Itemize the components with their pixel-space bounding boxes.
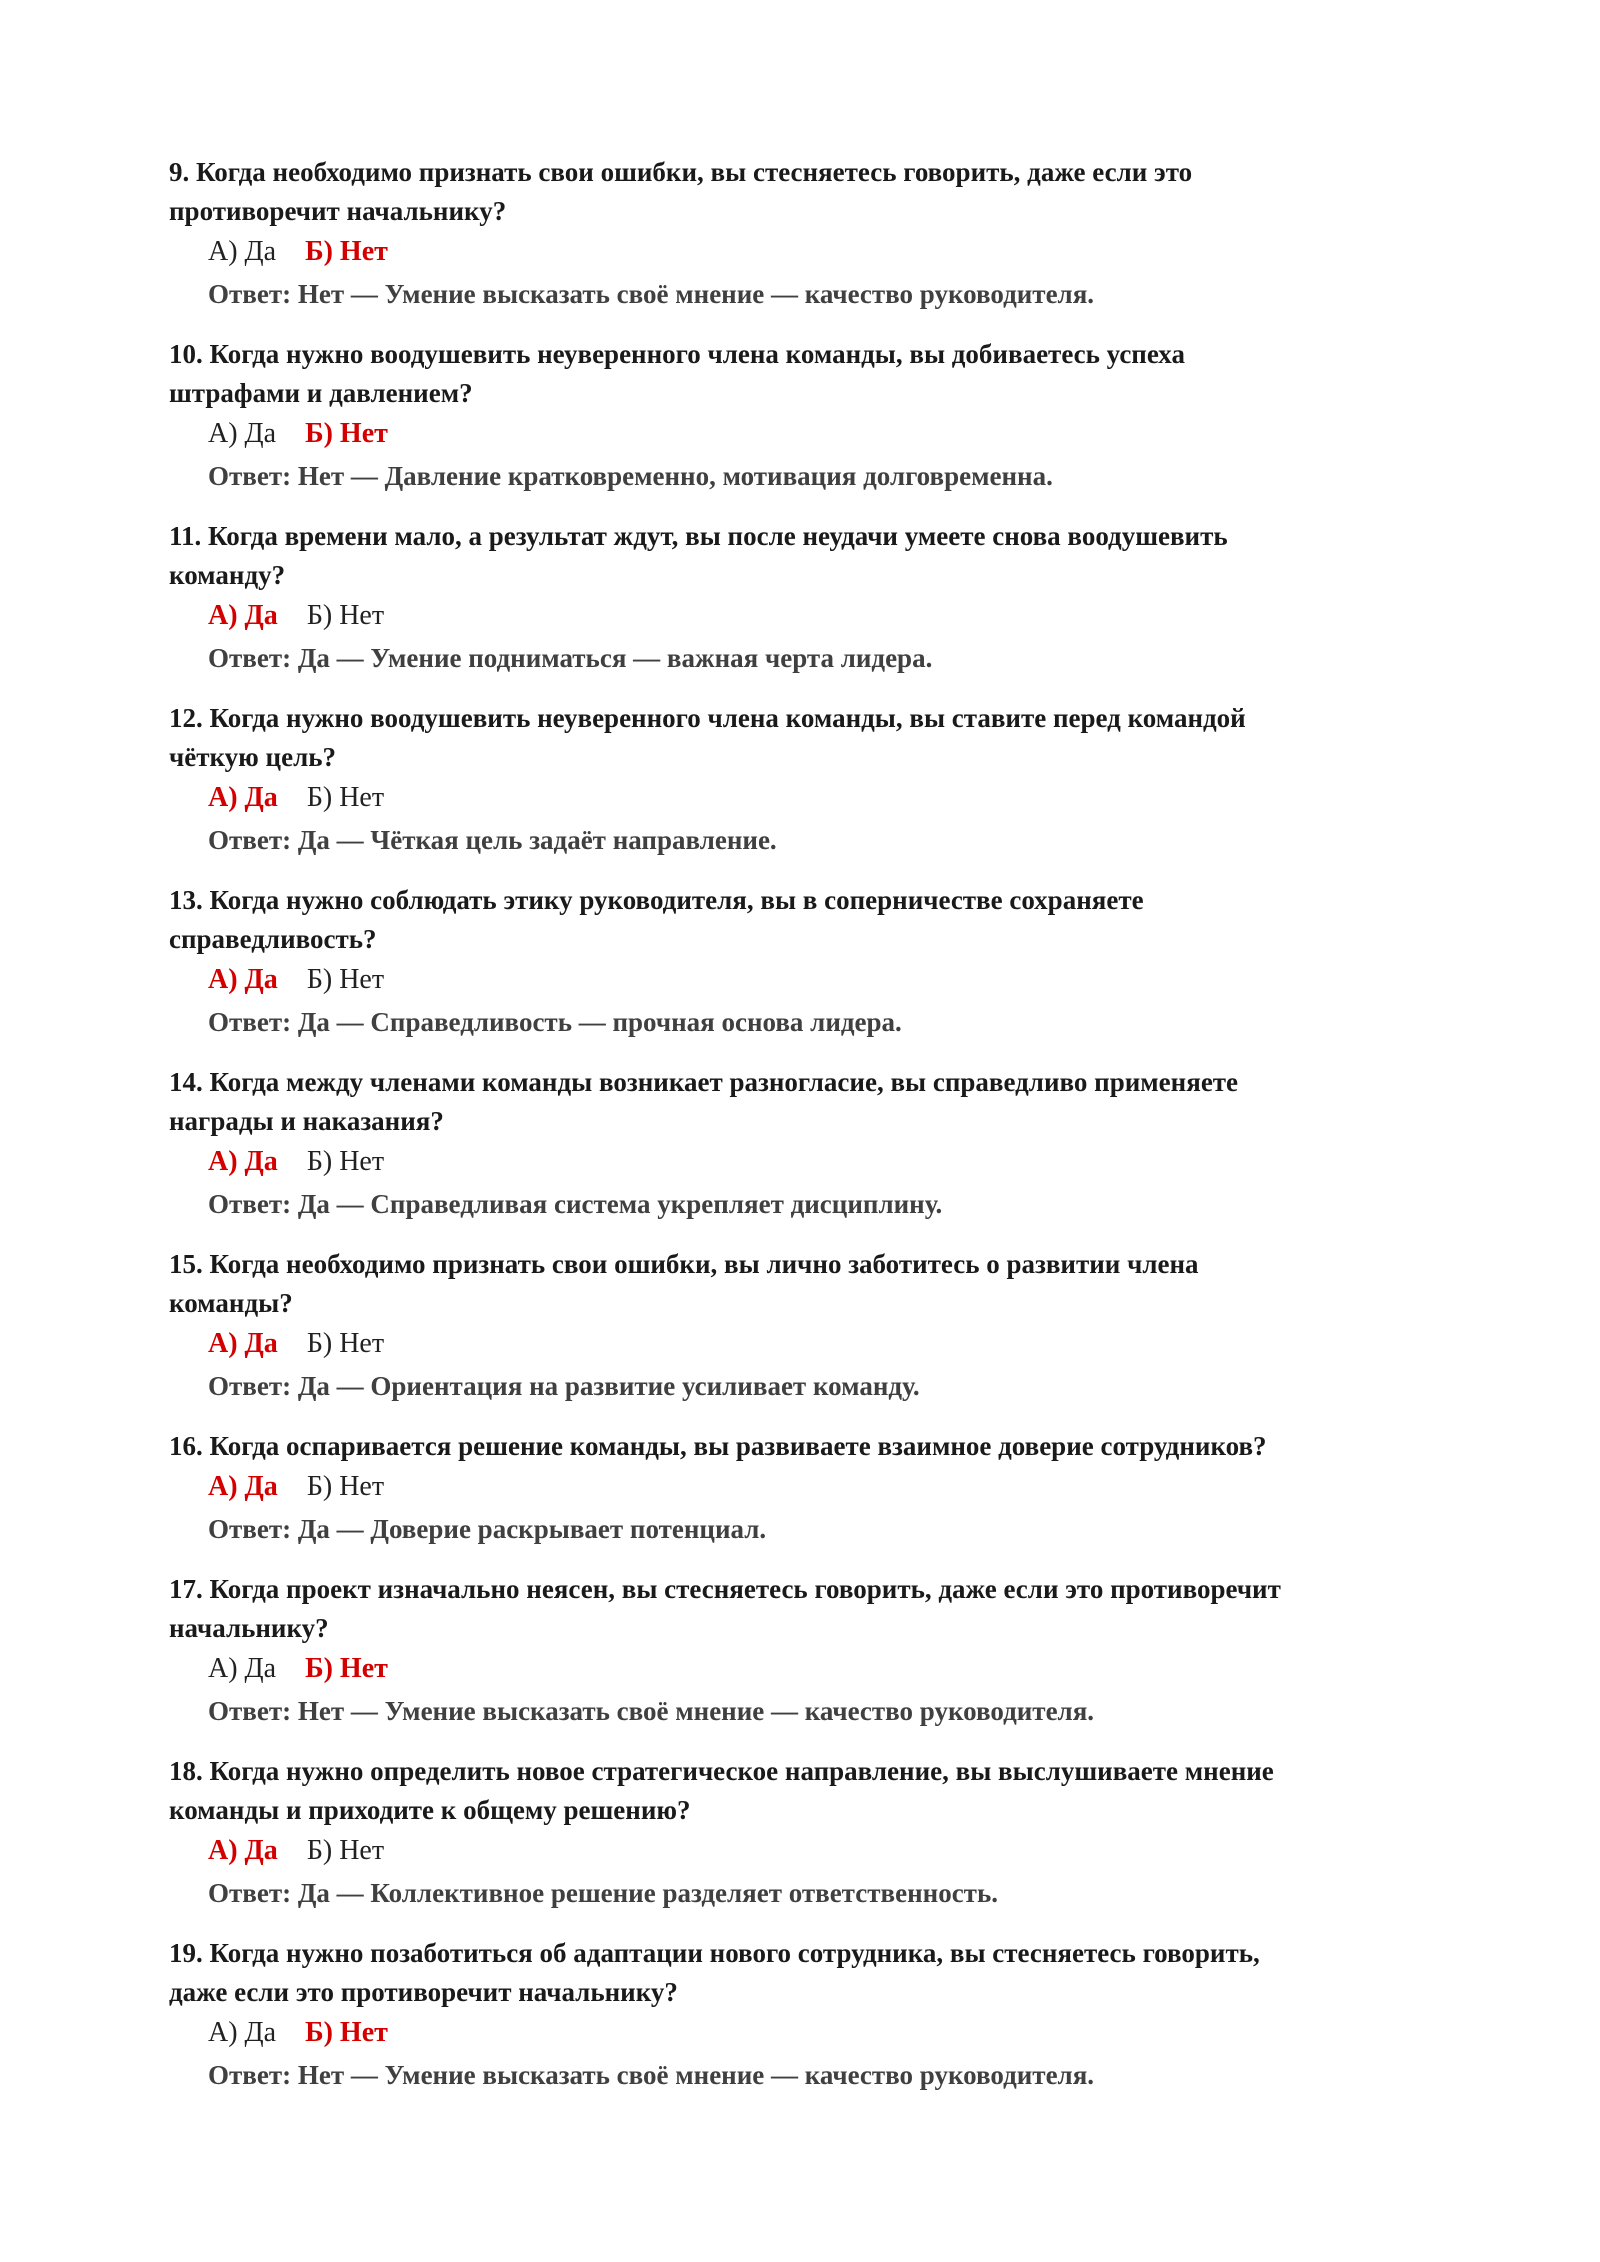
answer-explanation: Ответ: Да — Ориентация на развитие усиливает команду. xyxy=(208,1371,920,1401)
question-line: 15. Когда необходимо признать свои ошибки, вы лично заботитесь о развитии члена xyxy=(169,1249,1199,1279)
question-text xyxy=(169,1570,1429,1648)
question-line: штрафами и давлением? xyxy=(169,378,473,408)
question-line: команду? xyxy=(169,560,286,590)
question-item-12 xyxy=(169,699,1429,861)
option-a: А) Да xyxy=(208,1653,277,1684)
answer-options xyxy=(208,777,1429,819)
question-text xyxy=(169,699,1429,777)
question-line: 18. Когда нужно определить новое стратегическое направление, вы выслушиваете мнение xyxy=(169,1756,1274,1786)
question-item-17 xyxy=(169,1570,1429,1732)
question-item-9 xyxy=(169,153,1429,315)
question-line: 11. Когда времени мало, а результат ждут, вы после неудачи умеете снова воодушевить xyxy=(169,521,1228,551)
option-a: А) Да xyxy=(208,236,277,267)
question-line: 17. Когда проект изначально неясен, вы стесняетесь говорить, даже если это противоречит xyxy=(169,1574,1281,1604)
question-item-10 xyxy=(169,335,1429,497)
answer-options xyxy=(208,1830,1429,1872)
question-item-14 xyxy=(169,1063,1429,1225)
answer-explanation: Ответ: Нет — Умение высказать своё мнение — качество руководителя. xyxy=(208,2060,1095,2090)
question-line: 13. Когда нужно соблюдать этику руководителя, вы в соперничестве сохраняете xyxy=(169,885,1144,915)
option-b: Б) Нет xyxy=(306,600,385,631)
question-text xyxy=(169,335,1429,413)
question-text xyxy=(169,517,1429,595)
answer-explanation: Ответ: Да — Умение подниматься — важная черта лидера. xyxy=(208,643,933,673)
question-text xyxy=(169,1427,1429,1466)
question-text xyxy=(169,881,1429,959)
question-line: противоречит начальнику? xyxy=(169,196,507,226)
answer-options xyxy=(208,1141,1429,1183)
option-b: Б) Нет xyxy=(305,2017,388,2048)
option-b: Б) Нет xyxy=(306,1835,385,1866)
answer-explanation: Ответ: Да — Справедливость — прочная основа лидера. xyxy=(208,1007,902,1037)
question-line: 19. Когда нужно позаботиться об адаптации нового сотрудника, вы стесняетесь говорить, xyxy=(169,1938,1260,1968)
option-a: А) Да xyxy=(208,1328,278,1359)
question-text xyxy=(169,1752,1429,1830)
question-text xyxy=(169,1245,1429,1323)
option-a: А) Да xyxy=(208,1835,278,1866)
question-line: команды и приходите к общему решению? xyxy=(169,1795,691,1825)
answer-options xyxy=(208,1323,1429,1365)
answer-options xyxy=(208,1466,1429,1508)
answer-explanation: Ответ: Да — Чёткая цель задаёт направление. xyxy=(208,825,777,855)
question-line: справедливость? xyxy=(169,924,377,954)
option-b: Б) Нет xyxy=(306,1328,385,1359)
question-item-18 xyxy=(169,1752,1429,1914)
option-b: Б) Нет xyxy=(306,1146,385,1177)
answer-options xyxy=(208,413,1429,455)
question-line: даже если это противоречит начальнику? xyxy=(169,1977,678,2007)
option-a: А) Да xyxy=(208,600,278,631)
option-a: А) Да xyxy=(208,964,278,995)
question-text xyxy=(169,153,1429,231)
question-item-16 xyxy=(169,1427,1429,1550)
question-line: 12. Когда нужно воодушевить неуверенного члена команды, вы ставите перед командой xyxy=(169,703,1246,733)
question-item-13 xyxy=(169,881,1429,1043)
answer-options xyxy=(208,231,1429,273)
answer-options xyxy=(208,959,1429,1001)
question-item-15 xyxy=(169,1245,1429,1407)
option-b: Б) Нет xyxy=(305,236,388,267)
option-a: А) Да xyxy=(208,2017,277,2048)
question-text xyxy=(169,1063,1429,1141)
question-text xyxy=(169,1934,1429,2012)
question-line: 9. Когда необходимо признать свои ошибки, вы стесняетесь говорить, даже если это xyxy=(169,157,1193,187)
answer-options xyxy=(208,595,1429,637)
question-line: 14. Когда между членами команды возникает разногласие, вы справедливо применяете xyxy=(169,1067,1239,1097)
option-b: Б) Нет xyxy=(305,1653,388,1684)
option-b: Б) Нет xyxy=(306,1471,385,1502)
question-item-11 xyxy=(169,517,1429,679)
option-b: Б) Нет xyxy=(306,964,385,995)
option-a: А) Да xyxy=(208,1146,278,1177)
question-line: награды и наказания? xyxy=(169,1106,444,1136)
question-line: 10. Когда нужно воодушевить неуверенного члена команды, вы добиваетесь успеха xyxy=(169,339,1185,369)
option-b: Б) Нет xyxy=(305,418,388,449)
answer-explanation: Ответ: Нет — Умение высказать своё мнение — качество руководителя. xyxy=(208,279,1095,309)
question-line: команды? xyxy=(169,1288,293,1318)
question-item-19 xyxy=(169,1934,1429,2096)
question-line: начальнику? xyxy=(169,1613,329,1643)
answer-explanation: Ответ: Да — Доверие раскрывает потенциал. xyxy=(208,1514,767,1544)
answer-options xyxy=(208,2012,1429,2054)
option-b: Б) Нет xyxy=(306,782,385,813)
option-a: А) Да xyxy=(208,418,277,449)
answer-explanation: Ответ: Да — Коллективное решение разделяет ответственность. xyxy=(208,1878,998,1908)
answer-explanation: Ответ: Да — Справедливая система укрепляет дисциплину. xyxy=(208,1189,943,1219)
option-a: А) Да xyxy=(208,1471,278,1502)
question-line: 16. Когда оспаривается решение команды, вы развиваете взаимное доверие сотрудников? xyxy=(169,1431,1267,1461)
question-line: чёткую цель? xyxy=(169,742,336,772)
option-a: А) Да xyxy=(208,782,278,813)
answer-options xyxy=(208,1648,1429,1690)
answer-explanation: Ответ: Нет — Давление кратковременно, мотивация долговременна. xyxy=(208,461,1053,491)
answer-explanation: Ответ: Нет — Умение высказать своё мнение — качество руководителя. xyxy=(208,1696,1095,1726)
